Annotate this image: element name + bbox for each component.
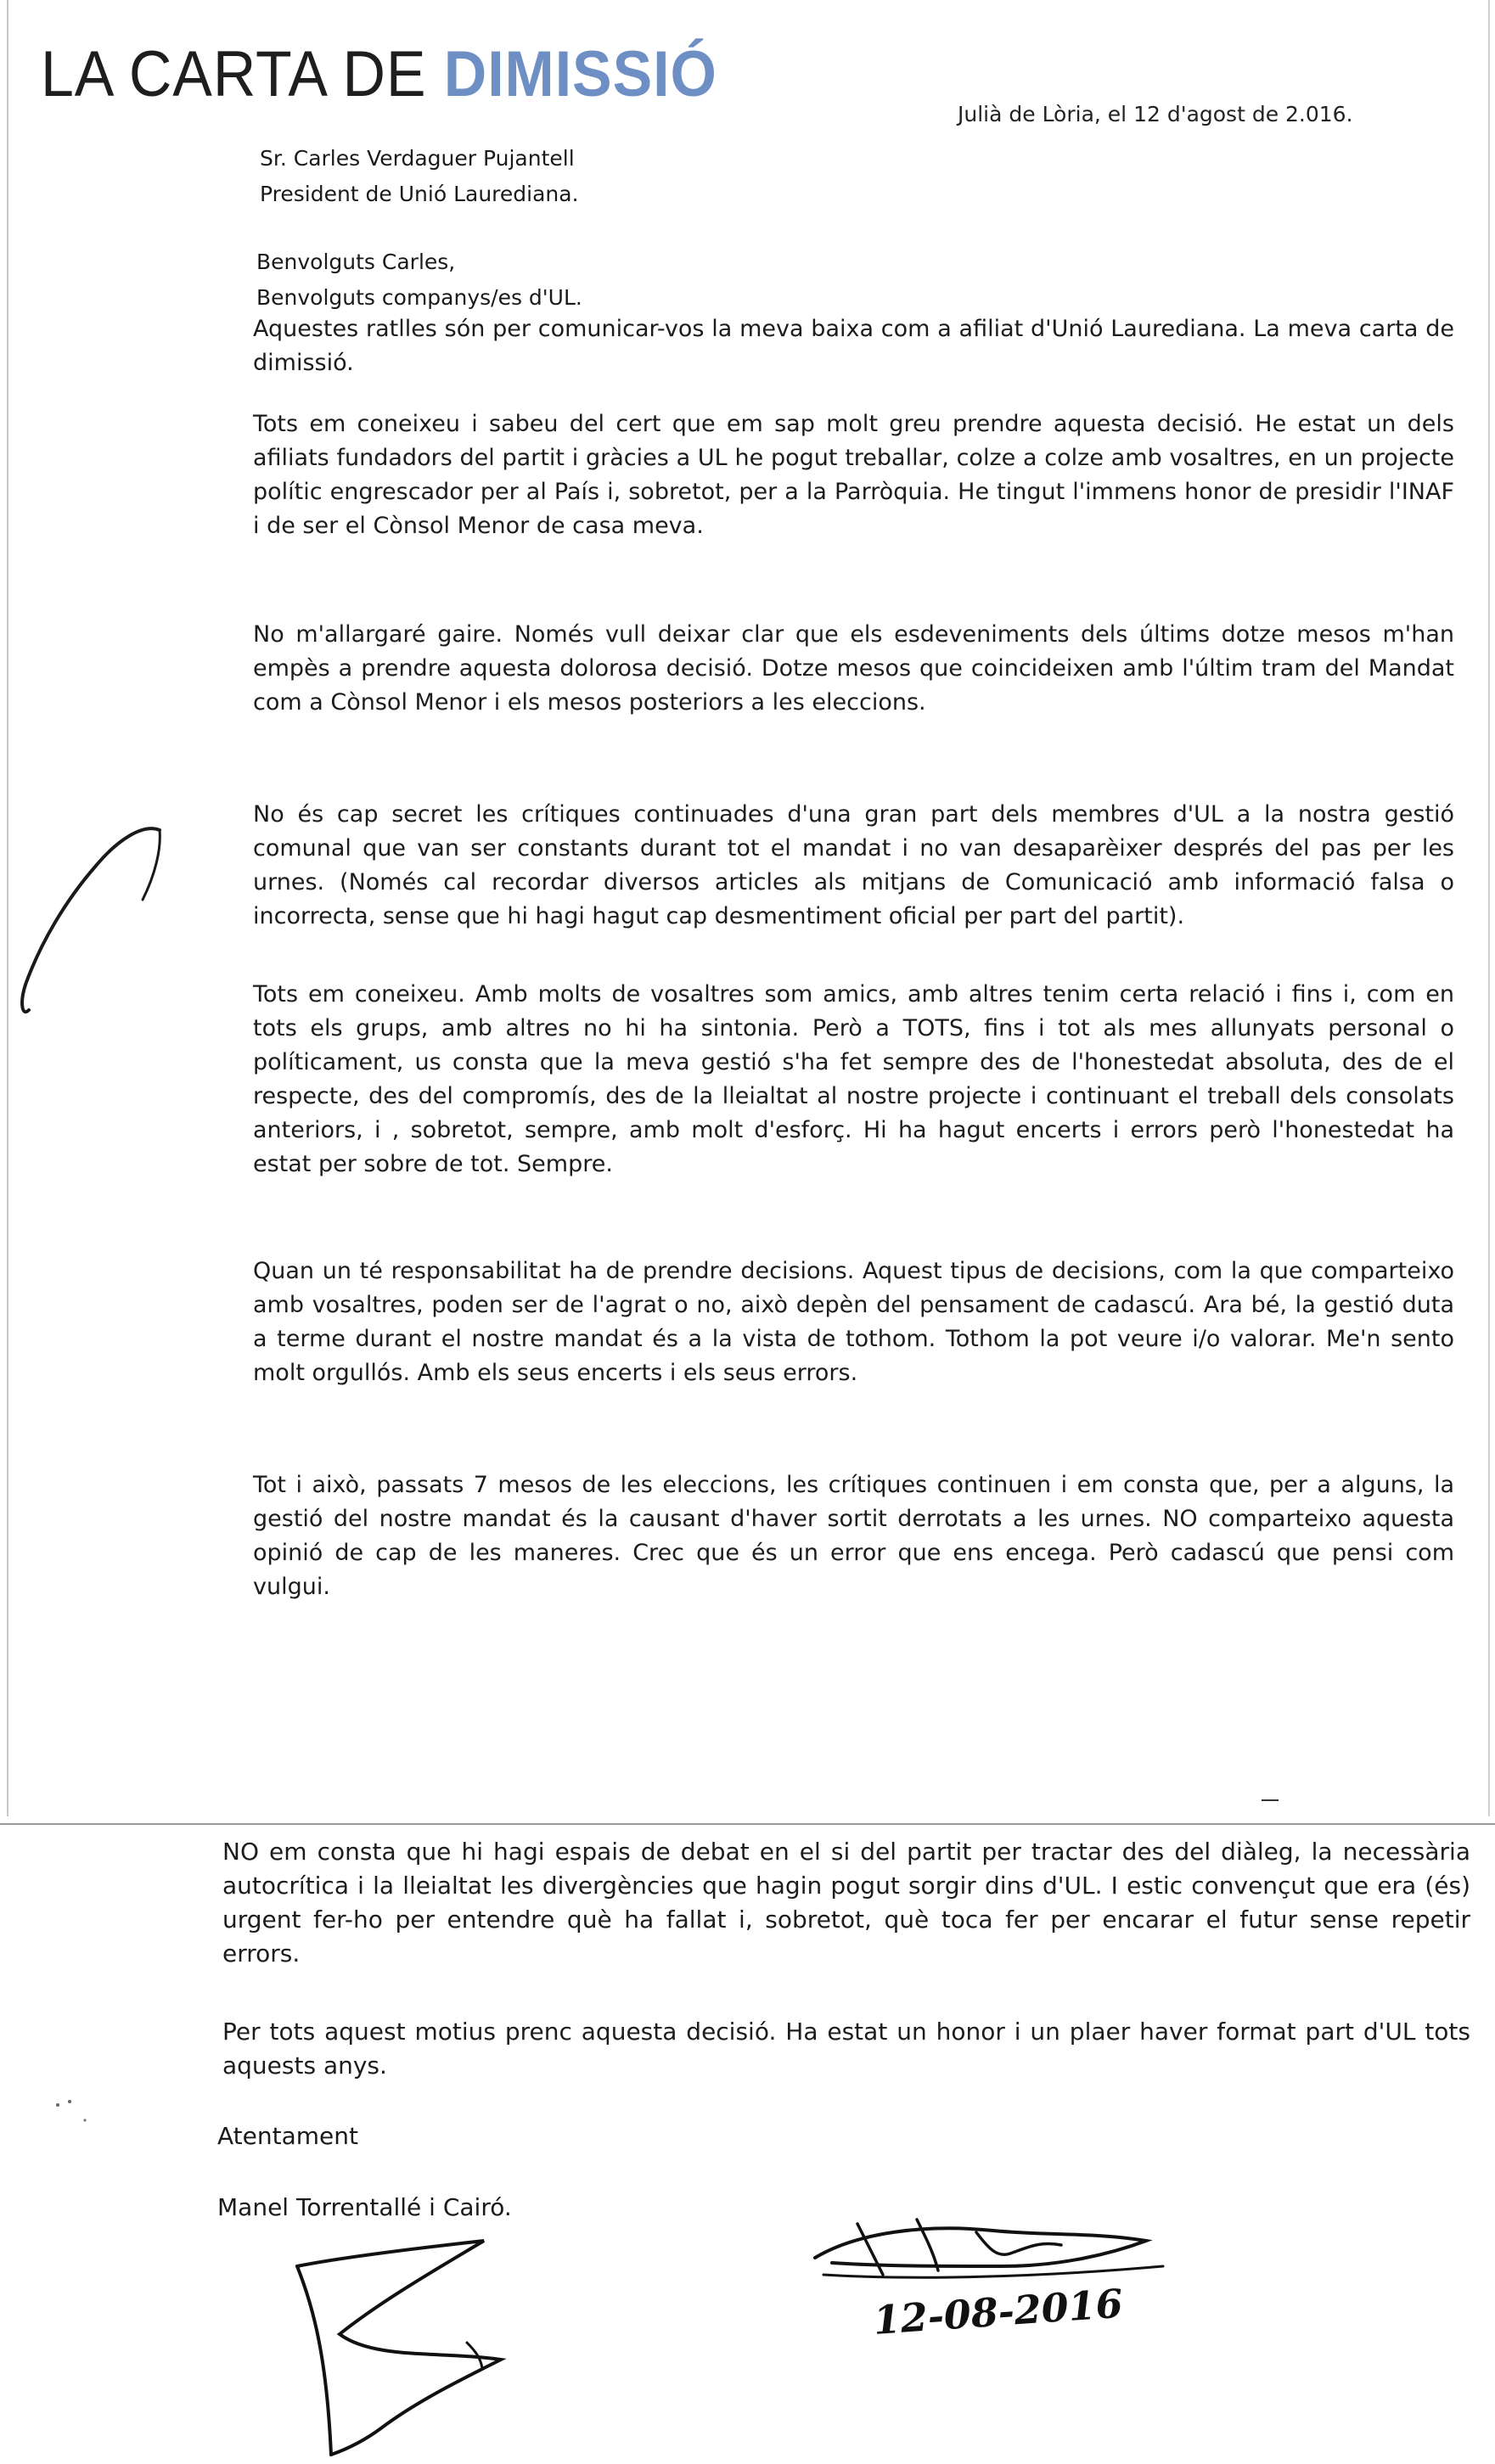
paragraph: No és cap secret les crítiques continuades d'una gran part dels membres d'UL a la nostra gestió comunal que van ser constants durant tot el mandat i no van desaparèixer després del pas per les urnes. (Només cal recordar diversos articles als mitjans de Comunicació amb informació falsa o incorrecta, sense que hi hagi hagut cap desmentiment oficial per part del partit). [253, 801, 1454, 929]
stray-speck-icon [51, 2096, 102, 2130]
paragraph: Tots em coneixeu. Amb molts de vosaltres som amics, amb altres tenim certa relació i fins i, com en tots els grups, amb altres no hi ha sintonia. Però a TOTS, fins i tot als mes allunyats personal o políticament, us consta que la meva gestió s'ha fet sempre des de l'honestedat absoluta, des de el respecte, des del compromís, des de la lleialtat al nostre projecte i continuant el treball dels consolats anteriors, i , sobretot, sempre, amb molt d'esforç. Hi ha hagut encerts i errors però l'honestedat ha estat per sobre de tot. Sempre. [253, 981, 1454, 1177]
closing: Atentament [217, 2122, 358, 2150]
stray-mark [1262, 1799, 1279, 1801]
handwritten-date: 12-08-2016 [872, 2280, 1125, 2343]
paragraph: Aquestes ratlles són per comunicar-vos la meva baixa com a afiliat d'Unió Laurediana. La meva carta de dimissió. [253, 316, 1454, 376]
headline-lead: LA CARTA DE [41, 38, 444, 110]
addressee-block [260, 141, 579, 212]
paragraph: Tot i això, passats 7 mesos de les eleccions, les crítiques continuen i em consta que, per a alguns, la gestió del nostre mandat és la causant d'haver sortit derrotats a les urnes. NO comparteixo aquesta opinió de cap de les maneres. Crec que és un error que ens encega. Però cadascú que pensi com vulgui. [253, 1472, 1454, 1600]
greeting-block [256, 244, 582, 316]
letter-date: Julià de Lòria, el 12 d'agost de 2.016. [958, 102, 1353, 126]
handwritten-signature-icon [807, 2207, 1197, 2351]
greeting-line-2: Benvolguts companys/es d'UL. [256, 285, 582, 310]
margin-pen-mark-icon [15, 815, 168, 1036]
greeting-line-1: Benvolguts Carles, [256, 250, 456, 274]
addressee-name: Sr. Carles Verdaguer Pujantell [260, 146, 575, 171]
page-edge-right [1488, 0, 1490, 1816]
paragraph: Per tots aquest motius prenc aquesta decisió. Ha estat un honor i un plaer haver format part d'UL tots aquests anys. [222, 2018, 1470, 2080]
page-edge-left [7, 0, 8, 1816]
signer-name: Manel Torrentallé i Cairó. [217, 2193, 512, 2221]
paragraph: Quan un té responsabilitat ha de prendre decisions. Aquest tipus de decisions, com la que comparteixo amb vosaltres, poden ser de l'agrat o no, això depèn del pensament de cadascú. Ara bé, la gestió duta a terme durant el nostre mandat és a la vista de tothom. Tothom la pot veure i/o valorar. Me'n sento molt orgullós. Amb els seus encerts i els seus errors. [253, 1258, 1454, 1386]
headline-accent: DIMISSIÓ [443, 38, 717, 110]
page-break-line [0, 1823, 1495, 1825]
paragraph: No m'allargaré gaire. Només vull deixar clar que els esdeveniments dels últims dotze mesos m'han empès a prendre aquesta dolorosa decisió. Dotze mesos que coincideixen amb l'últim tram del Mandat com a Cònsol Menor i els mesos posteriors a les eleccions. [253, 621, 1454, 716]
pen-scribble-icon [289, 2232, 577, 2461]
paragraph: Tots em coneixeu i sabeu del cert que em sap molt greu prendre aquesta decisió. He estat un dels afiliats fundadors del partit i gràcies a UL he pogut treballar, colze a colze amb vosaltres, en un projecte polític engrescador per al País i, sobretot, per a la Parròquia. He tingut l'immens honor de presidir l'INAF i de ser el Cònsol Menor de casa meva. [253, 411, 1454, 539]
addressee-title: President de Unió Laurediana. [260, 182, 579, 206]
headline [41, 37, 717, 111]
paragraph: NO em consta que hi hagi espais de debat en el si del partit per tractar des del diàleg, la necessària autocrítica i la lleialtat les divergències que hagin pogut sorgir dins d'UL. I estic convençut que era (és) urgent fer-ho per entendre què ha fallat i, sobretot, què toca fer per encarar el futur sense repetir errors. [222, 1838, 1470, 1967]
